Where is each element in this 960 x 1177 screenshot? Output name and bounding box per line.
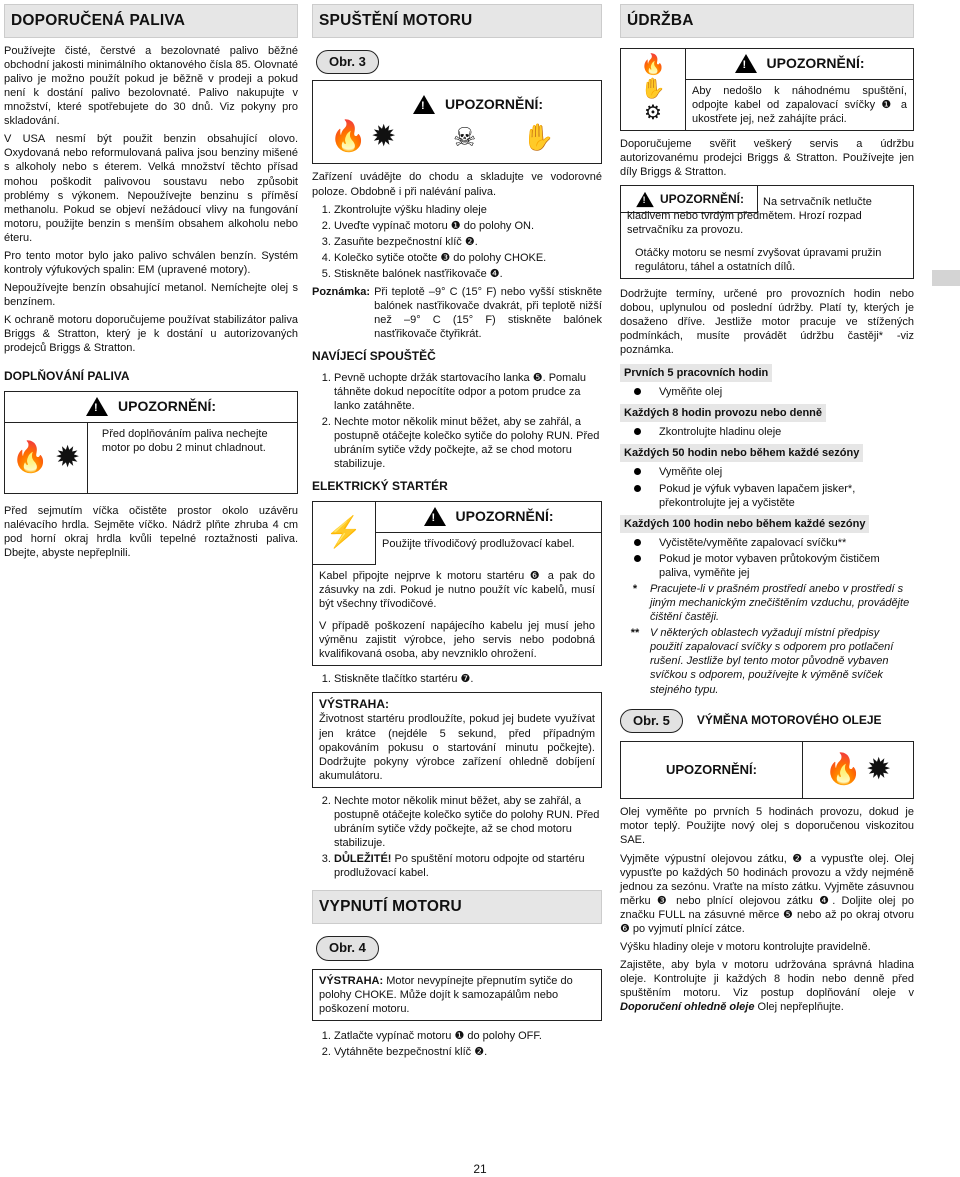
warning-triangle-icon: !: [413, 95, 435, 114]
maintenance-title: ÚDRŽBA: [620, 4, 914, 38]
footnote-marker: **: [630, 627, 640, 640]
oil-warning-box: [620, 741, 914, 799]
refuel-warning-bar: [5, 392, 297, 423]
maintenance-warning-title: UPOZORNĚNÍ:: [766, 54, 865, 71]
oil-paragraph-4-end: Olej nepřeplňujte.: [754, 1001, 844, 1014]
oil-recommendation-reference: Doporučení ohledně oleje: [620, 1001, 755, 1014]
starting-warning-title: UPOZORNĚNÍ:: [445, 95, 543, 112]
fire-icon: 🔥: [640, 54, 666, 77]
refuel-subtitle: DOPLŇOVÁNÍ PALIVA: [4, 369, 130, 384]
column-maintenance: [620, 4, 914, 1018]
footnote-dusty: Pracujete-li v prašném prostředí anebo v prostředí s jiným mechanickým znečištěním vzduchu, provádějte čištění častěji.: [650, 583, 910, 624]
toxic-fumes-icon: ☠: [453, 121, 477, 152]
oil-warning-title: UPOZORNĚNÍ:: [621, 742, 803, 798]
refuel-paragraph: Před sejmutím víčka očistěte prostor okolo uzávěru nalévacího hrdla. Sejměte víčko. Nádrž plňte zhruba 4 cm pod horní okraj hrdla kvůli tepelné roztažnosti paliva. Dbejte, abyste nepřeplnili.: [4, 504, 298, 560]
electric-step-1: 1. Stiskněte tlačítko startéru ❼.: [334, 672, 602, 686]
schedule-item: Pokud je výfuk vybaven lapačem jisker*, překontrolujte jej a vyčistěte: [659, 482, 856, 509]
warning-triangle-icon: !: [735, 54, 757, 73]
stopping-step: 1. Zatlačte vypínač motoru ❶ do polohy OFF.: [334, 1029, 602, 1043]
schedule-item: Vyměňte olej: [659, 466, 723, 479]
explosion-icon: ✹: [371, 120, 397, 154]
bullet-icon: [634, 468, 641, 475]
starter-caution-title: VÝSTRAHA:: [319, 697, 390, 712]
fuel-paragraph-2: V USA nesmí být použit benzin obsahující olovo. Oxydovaná nebo reformulovaná paliva jsou benziny mišené s alkoholy nebo s éterem. Velká množství těchto přísad mohou poškodit palivovou soustavu nebo způsobit problémy s výkonem. Nepoužívejte benzinu s příměsí methanolu. Pokud se objeví nežádoucí vlivy na fungování motoru, použijte benzin s menším obsahem alkoholu nebo éteru.: [4, 133, 298, 244]
starting-step: 5. Stiskněte balónek nasťřikovače ❹.: [334, 267, 602, 281]
bullet-icon: [634, 539, 641, 546]
column-fuel: [4, 4, 298, 564]
warning-triangle-icon: !: [86, 397, 108, 416]
figure-4-label: Obr. 4: [316, 936, 379, 961]
recoil-step: 1. Pevně uchopte držák startovacího lanka ❺. Pomalu táhněte dokud nepocítíte odpor a potom prudce za lanko zatáhněte.: [334, 371, 602, 413]
starting-intro: Zařízení uvádějte do chodu a skladujte ve vodorovné poloze. Obdobně i při nalévání paliva.: [312, 171, 602, 198]
flywheel-warning-text-a: Na setrvačník netlučte kladivem nebo tvrdým předmětem. Hrozí rozpad setrvačníku za provozu.: [627, 196, 872, 237]
maintenance-warning-box: [620, 48, 914, 131]
figure-3-label: Obr. 3: [316, 50, 379, 75]
schedule-every-8-hours: Každých 8 hodin provozu nebo denně: [620, 404, 826, 422]
oil-paragraph-4-text: Zajistěte, aby byla v motoru udržována správná hladina oleje. Kontrolujte ji každých 8 hodin nebo denně před spuštěním motoru. Viz postup doplňování oleje v: [620, 959, 914, 1000]
stopping-caution-box: [312, 969, 602, 1021]
footnote-marker: *: [632, 583, 638, 596]
explosion-icon: ✹: [55, 440, 81, 474]
electric-warning-text-b: Kabel připojte nejprve k motoru startéru ❻ a pak do zásuvky na zdi. Pokud je nutno použít víc kabelů, musí být všechny třívodičové.: [319, 569, 595, 610]
recoil-steps: [312, 371, 602, 472]
electric-step-3-text: Po spuštění motoru odpojte od startéru prodlužovací kabel.: [334, 853, 585, 880]
refuel-warning-box: [4, 391, 298, 494]
fuel-paragraph-1: Používejte čisté, čerstvé a bezolovnaté palivo běžné obchodní jakosti minimálního oktanového čísla 85. Olovnaté palivo je možno použít pokud je běžně v prodeji a pokud není k dostání palivo bezolovnaté. Palivo nakupujte v množství, které spotřebujete do 30 dnů. Viz pokyny pro skladování.: [4, 44, 298, 128]
schedule-item: Vyčistěte/vyměňte zapalovací svíčku**: [659, 536, 847, 549]
starting-step: 1. Zkontrolujte výšku hladiny oleje: [334, 203, 602, 217]
hand-cut-icon: ✋: [640, 78, 666, 101]
page-edge-tab: [932, 270, 960, 286]
warning-triangle-icon: !: [424, 507, 446, 526]
electric-warning-text-c: V případě poškození napájecího kabelu jej musí jeho výměnu zajistit výrobce, jeho servis nebo podobná kvalifikovaná osoba, aby nevzniklo ohrožení.: [319, 619, 595, 660]
electric-warning-box: [312, 501, 602, 666]
schedule-every-50-hours: Každých 50 hodin nebo během každé sezóny: [620, 444, 863, 462]
maintenance-warning-icons: [621, 49, 686, 130]
rotating-parts-icon: ⚙: [644, 102, 662, 125]
recoil-subtitle: NAVÍJECÍ SPOUŠTĚČ: [312, 349, 436, 364]
refuel-warning-icons: [5, 423, 88, 493]
schedule-item: Vyměňte olej: [659, 386, 723, 399]
page-number: 21: [473, 1162, 487, 1176]
oil-paragraph-1: Olej vyměňte po prvních 5 hodinách provozu, dokud je motor teplý. Použijte nový olej s doporučenou viskozitou SAE.: [620, 806, 914, 847]
starting-warning-box: [312, 80, 602, 164]
fire-icon: 🔥: [11, 440, 50, 474]
refuel-warning-text: Před doplňováním paliva nechejte motor po dobu 2 minut chladnout.: [101, 427, 268, 454]
oil-paragraph-4: [620, 958, 914, 1014]
fire-icon: 🔥: [329, 120, 368, 154]
fuel-paragraph-3: Pro tento motor bylo jako palivo schválen benzín. Systém kontroly výfukových spalin: EM (upravené motory).: [4, 249, 298, 276]
schedule-every-100-hours: Každých 100 hodin nebo během každé sezóny: [620, 515, 869, 533]
fuel-paragraph-5: K ochraně motoru doporučujeme používat stabilizátor paliva Briggs & Stratton, který je k dostání u autorizovaných prodejců Briggs & Stratton.: [4, 314, 298, 355]
hand-kickback-icon: ✋: [522, 121, 555, 152]
figure-5-label: Obr. 5: [620, 709, 683, 734]
bullet-icon: [634, 555, 641, 562]
starter-caution-text: Životnost startéru prodloužíte, pokud jej budete využívat jen krátce (nejdéle 5 sekund, před případným opakováním pokusu o startování minutu počkejte). Dodržujte pokyny výrobce zařízení ohledně dobíjení akumulátoru.: [319, 713, 595, 782]
warning-triangle-icon: !: [636, 192, 654, 207]
maintenance-warning-bar: [686, 49, 913, 80]
important-label: DŮLEŽITÉ!: [334, 853, 392, 866]
recoil-step: 2. Nechte motor několik minut běžet, aby se zahřál, a postupně otáčejte kolečko sytiče do polohy RUN. Před ubráním sytiče vždy počkejte, až se chod motoru stabilizuje.: [334, 415, 602, 471]
starting-steps: [312, 203, 602, 281]
column-starting: [312, 4, 602, 1063]
flywheel-warning-text-b: Otáčky motoru se nesmí zvyšovat úpravami pružin regulátoru, táhel a ostatních dílů.: [635, 246, 882, 273]
electric-shock-hand-icon: ⚡: [325, 515, 363, 549]
explosion-icon: ✹: [866, 753, 892, 787]
starting-step: 2. Uveďte vypínač motoru ❶ do polohy ON.: [334, 219, 602, 233]
stopping-steps: [312, 1029, 602, 1059]
footnote-spark-plug: V některých oblastech vyžadují místní předpisy použití zapalovací svíčky s odporem pro potlačení rušení. Jestliže byl tento motor původně vybaven svíčkou s odporem, používejte k výměně svíček stejného typu.: [650, 627, 894, 696]
fuel-paragraph-4: Nepoužívejte benzín obsahující metanol. Nemíchejte olej s benzínem.: [4, 282, 298, 309]
schedule-item: Pokud je motor vybaven průtokovým čističem paliva, vyměňte jej: [659, 552, 880, 579]
electric-warning-icons: [313, 502, 376, 565]
note-label: Poznámka:: [312, 286, 371, 298]
stopping-caution-label: VÝSTRAHA:: [319, 974, 384, 987]
electric-step-3: [334, 852, 602, 880]
note-text: Při teplotě –9° C (15° F) nebo vyšší stiskněte balónek nasťřikovače dvakrát, při teplotě nižší než –9° C (15° F) stiskněte balónek nasťřikovače čtyřikrát.: [374, 286, 602, 341]
bullet-icon: [634, 428, 641, 435]
starting-warning-icons-left: [313, 92, 413, 152]
fuel-title: DOPORUČENÁ PALIVA: [4, 4, 298, 38]
starting-step: 4. Kolečko sytiče otočte ❸ do polohy CHOKE.: [334, 251, 602, 265]
oil-paragraph-2: Vyjměte výpustní olejovou zátku, ❷ a vypusťte olej. Olej vypusťte po každých 50 hodinách provozu a vždy nejméně jednou za sezónu. Vraťte na místo zátku. Vyjměte zásuvnou měrku ❸ nebo plnící olejovou zátku ❹. Doljite olej po značku FULL na zásuvné měrce ❺ nebo až po okraj otvoru ❻ po vyjmutí plnící zátce.: [620, 852, 914, 935]
flywheel-warning-box: [620, 185, 914, 278]
schedule-first-5-hours: Prvních 5 pracovních hodin: [620, 364, 772, 382]
starting-title: SPUŠTĚNÍ MOTORU: [312, 4, 602, 38]
oil-warning-icons: [803, 742, 913, 798]
fire-icon: 🔥: [824, 753, 863, 787]
oil-change-title: VÝMĚNA MOTOROVÉHO OLEJE: [696, 713, 882, 728]
bullet-icon: [634, 485, 641, 492]
starting-step: 3. Zasuňte bezpečnostní klíč ❷.: [334, 235, 602, 249]
electric-step-2: 2. Nechte motor několik minut běžet, aby se zahřál, a postupně otáčejte kolečko sytiče do polohy RUN. Před ubráním sytiče vždy počkejte, až se chod motoru stabilizuje.: [334, 794, 602, 850]
stopping-title: VYPNUTÍ MOTORU: [312, 890, 602, 924]
refuel-warning-title: UPOZORNĚNÍ:: [118, 397, 216, 414]
flywheel-warning-title: UPOZORNĚNÍ:: [660, 191, 744, 206]
electric-warning-title: UPOZORNĚNÍ:: [455, 507, 554, 524]
electric-warning-text-a: Použijte třívodičový prodlužovací kabel.: [382, 537, 575, 550]
schedule-item: Zkontrolujte hladinu oleje: [659, 426, 782, 439]
stopping-caution-text: Motor nevypínejte přepnutím sytiče do polohy CHOKE. Může dojít k samozapálům nebo poškození motoru.: [319, 974, 573, 1015]
starter-caution-box: [312, 692, 602, 788]
bullet-icon: [634, 388, 641, 395]
maintenance-paragraph-1: Doporučujeme svěřit veškerý servis a údržbu autorizovanému prodejci Briggs & Stratton. Používejte jen díly Briggs & Stratton.: [620, 138, 914, 179]
electric-subtitle: ELEKTRICKÝ STARTÉR: [312, 479, 448, 494]
maintenance-warning-text: Aby nedošlo k náhodnému spuštění, odpojte kabel od zapalovací svíčky ❶ a ukostřete jej, než zahájíte práci.: [692, 84, 907, 125]
oil-paragraph-3: Výšku hladiny oleje v motoru kontrolujte pravidelně.: [620, 940, 871, 953]
maintenance-paragraph-2: Dodržujte termíny, určené pro provozních hodin nebo dobou, uplynulou od poslední údržby. Platí ty, kterých je dosaženo dříve. Jestliže motor pracuje ve stížených podmínkách, musíte provádět údržbu častěji* -viz poznámka.: [620, 287, 914, 356]
stopping-step: 2. Vytáhněte bezpečnostní klíč ❷.: [334, 1045, 602, 1059]
